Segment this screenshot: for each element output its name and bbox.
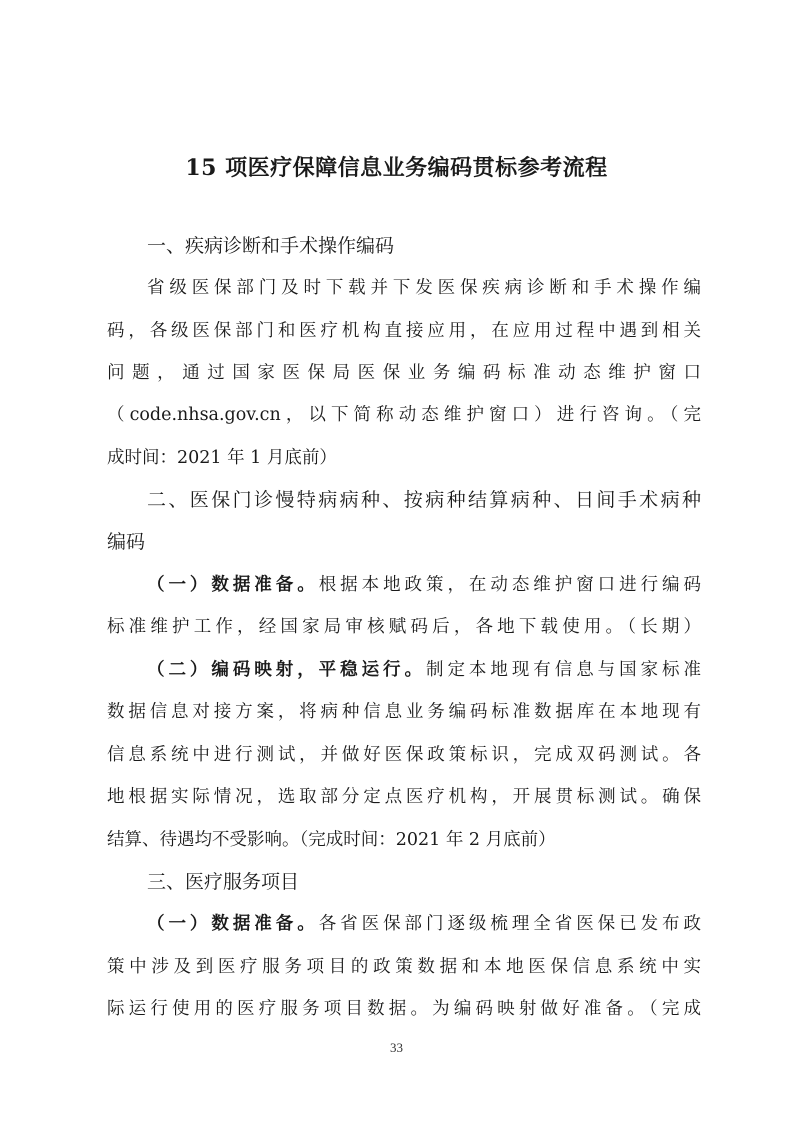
paragraph-line — [147, 574, 701, 596]
paragraph-line: 数据信息对接方案，将病种信息业务编码标准数据库在本地现有 — [107, 702, 701, 722]
paragraph-line: 信息系统中进行测试，并做好医保政策标识，完成双码测试。各 — [107, 745, 701, 765]
paragraph-line: 标准维护工作，经国家局审核赋码后，各地下载使用。（长期） — [107, 617, 701, 637]
item-label: （一）数据准备。 — [147, 914, 319, 934]
paragraph-line: 地根据实际情况，选取部分定点医疗机构，开展贯标测试。确保 — [107, 787, 701, 807]
paragraph-line: 问题，通过国家医保局医保业务编码标准动态维护窗口 — [107, 363, 701, 383]
paragraph-line: （code.nhsa.gov.cn，以下简称动态维护窗口）进行咨询。（完 — [107, 405, 701, 425]
paragraph-line: 际运行使用的医疗服务项目数据。为编码映射做好准备。（完成 — [107, 999, 701, 1019]
item-text: 根据本地政策，在动态维护窗口进行编码 — [318, 575, 702, 595]
item-text: 制定本地现有信息与国家标准 — [425, 660, 702, 680]
page-number: 33 — [390, 1040, 403, 1055]
paragraph-line: 码，各级医保部门和医疗机构直接应用，在应用过程中遇到相关 — [107, 321, 701, 341]
item-label: （二）编码映射，平稳运行。 — [147, 660, 426, 680]
item-label: （一）数据准备。 — [147, 575, 319, 595]
section-heading-2-cont: 编码 — [107, 531, 146, 553]
section-heading-2: 二、医保门诊慢特病病种、按病种结算病种、日间手术病种 — [147, 489, 701, 511]
paragraph-line: 成时间：2021 年 1 月底前） — [107, 448, 337, 468]
paragraph-line — [147, 913, 701, 935]
section-heading-1: 一、疾病诊断和手术操作编码 — [147, 235, 395, 257]
section-heading-3: 三、医疗服务项目 — [147, 871, 300, 893]
paragraph-line — [147, 659, 701, 681]
document-title: 15 项医疗保障信息业务编码贯标参考流程 — [185, 155, 608, 181]
item-text: 各省医保部门逐级梳理全省医保已发布政 — [318, 914, 702, 934]
paragraph-line: 省级医保部门及时下载并下发医保疾病诊断和手术操作编 — [147, 278, 701, 298]
paragraph-line: 结算、待遇均不受影响。（完成时间：2021 年 2 月底前） — [107, 830, 556, 850]
paragraph-line: 策中涉及到医疗服务项目的政策数据和本地医保信息系统中实 — [107, 957, 701, 977]
